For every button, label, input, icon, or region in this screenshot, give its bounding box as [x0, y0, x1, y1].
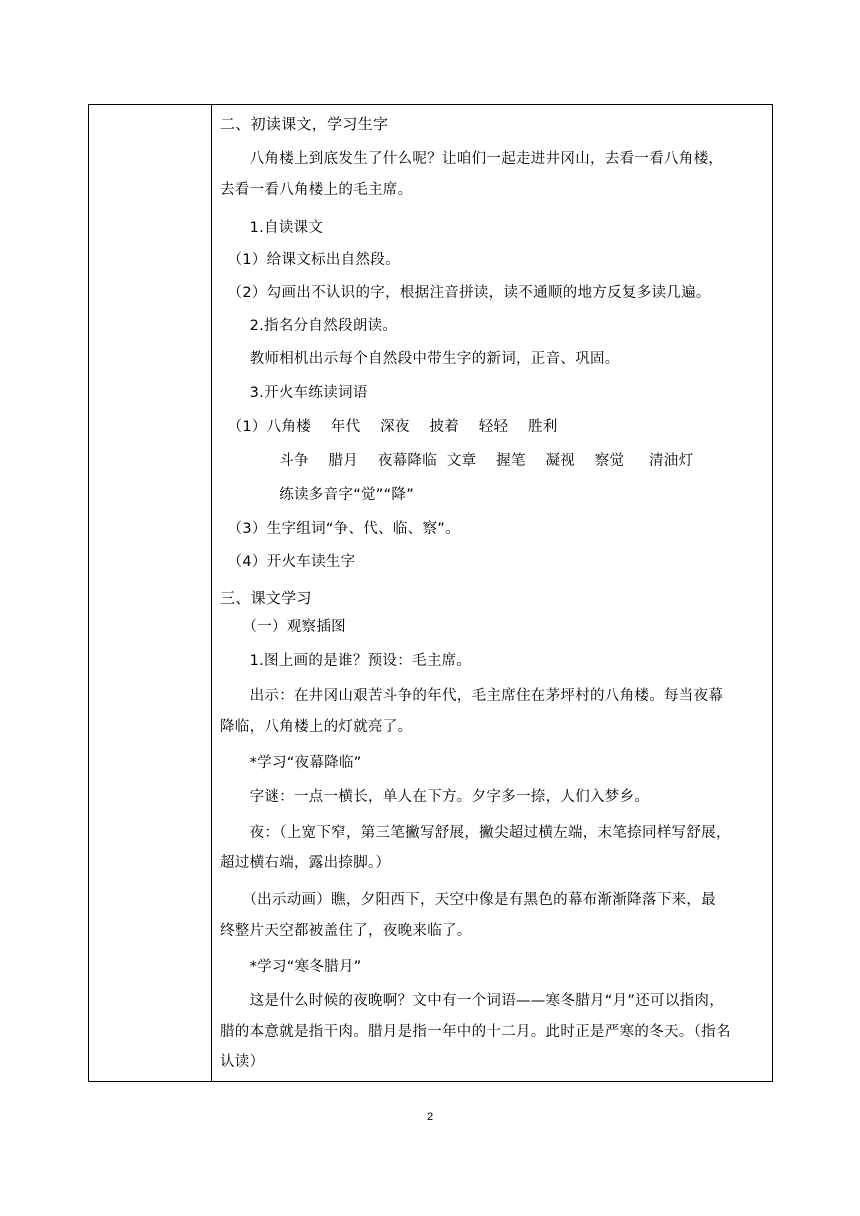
- text-line: 出示：在井冈山艰苦斗争的年代，毛主席住在茅坪村的八角楼。每当夜幕: [220, 688, 724, 704]
- text-line: *学习“夜幕降临”: [220, 755, 362, 771]
- text-line: （4）开火车读生字: [220, 554, 356, 570]
- text-line: 字谜：一点一横长，单人在下方。夕字多一捺，人们入梦乡。: [220, 789, 650, 805]
- vocab-line: （1）八角楼 年代 深夜 披着 轻轻 胜利: [220, 419, 558, 435]
- text-line: 3.开火车练读词语: [220, 385, 368, 401]
- text-line: 1.图上画的是谁？预设：毛主席。: [220, 653, 472, 669]
- page-number: 2: [426, 1111, 434, 1123]
- text-line: 1.自读课文: [220, 220, 324, 236]
- text-line: 去看一看八角楼上的毛主席。: [220, 182, 413, 198]
- text-line: 超过横右端，露出捺脚。）: [220, 855, 391, 871]
- text-line: （出示动画）瞧，夕阳西下，天空中像是有黑色的幕布渐渐降落下来，最: [220, 892, 716, 908]
- text-line: *学习“寒冬腊月”: [220, 959, 362, 975]
- text-line: 练读多音字“觉”“降”: [220, 487, 415, 503]
- text-line: 2.指名分自然段朗读。: [220, 318, 398, 334]
- text-line: （1）给课文标出自然段。: [220, 252, 400, 268]
- text-line: （2）勾画出不认识的字，根据注音拼读，读不通顺的地方反复多读几遍。: [220, 285, 711, 301]
- text-line: 八角楼上到底发生了什么呢？让咱们一起走进井冈山，去看一看八角楼，: [220, 151, 724, 167]
- text-line: 终整片天空都被盖住了，夜晚来临了。: [220, 923, 472, 939]
- text-line: 这是什么时候的夜晚啊？文中有一个词语——寒冬腊月“月”还可以指肉，: [220, 993, 725, 1009]
- text-line: 夜：（上宽下窄，第三笔撇写舒展，撇尖超过横左端，末笔捺同样写舒展，: [220, 825, 731, 841]
- text-line: （3）生字组词“争、代、临、察”。: [220, 521, 460, 537]
- lesson-plan-table: [88, 104, 773, 1082]
- text-line: 认读）: [220, 1054, 265, 1070]
- section-heading-study: 三、课文学习: [220, 589, 312, 607]
- section-heading-reading: 二、初读课文，学习生字: [220, 115, 389, 133]
- vocab-line: 斗争 腊月 夜幕降临 文章 握笔 凝视 察觉 清油灯: [220, 453, 694, 469]
- table-left-column: [89, 105, 212, 1081]
- table-content-cell: [212, 105, 772, 1081]
- text-line: 降临，八角楼上的灯就亮了。: [220, 719, 413, 735]
- text-line: 腊的本意就是指干肉。腊月是指一年中的十二月。此时正是严寒的冬天。（指名: [220, 1024, 731, 1040]
- text-line: （一）观察插图: [220, 619, 346, 635]
- text-line: 教师相机出示每个自然段中带生字的新词，正音、巩固。: [220, 351, 620, 367]
